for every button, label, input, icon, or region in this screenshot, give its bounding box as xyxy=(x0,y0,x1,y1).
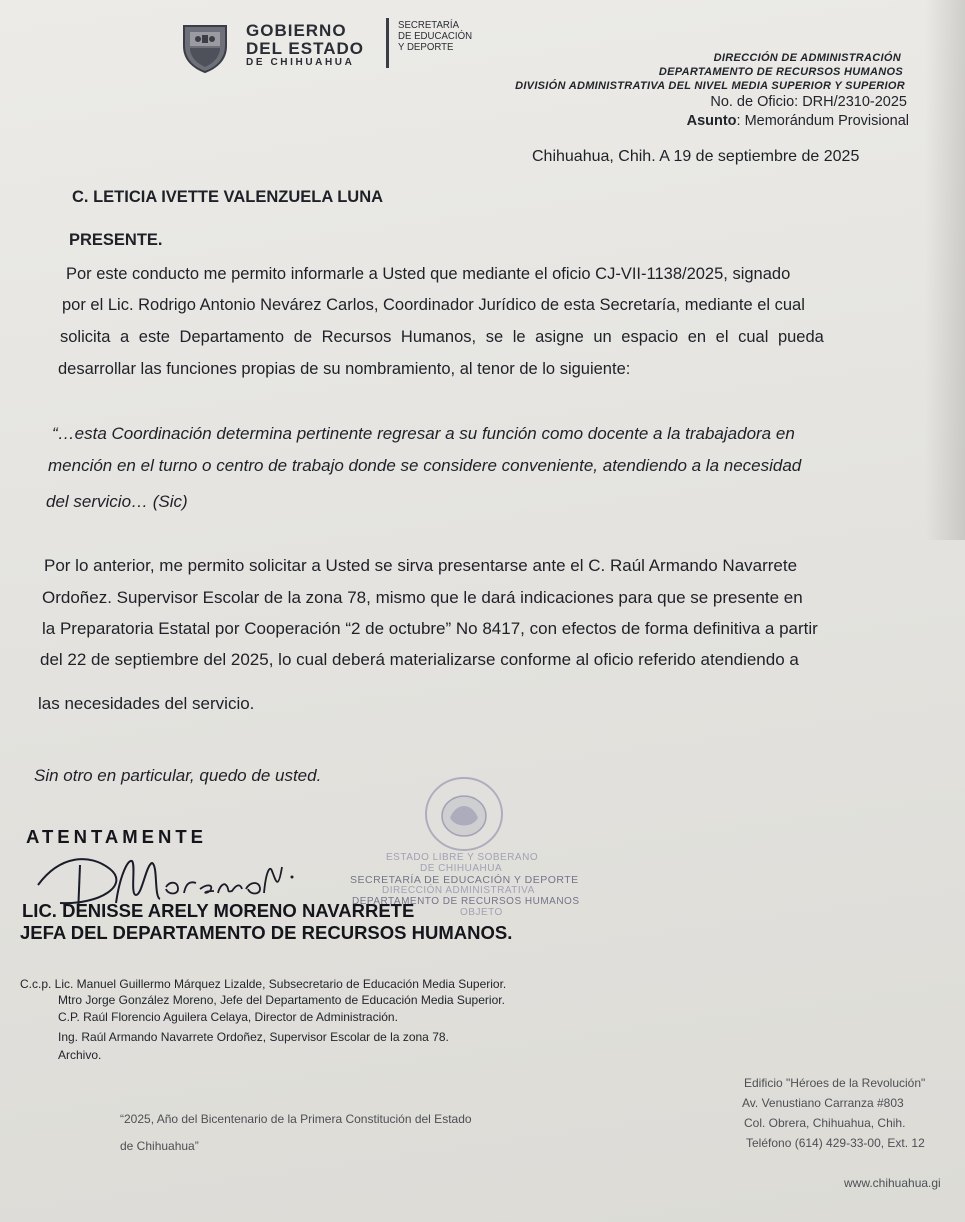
gov-line-1: GOBIERNO xyxy=(246,21,347,40)
p2-line-1: Por lo anterior, me permito solicitar a Usted se sirva presentarse ante el C. Raúl Armando Navarrete xyxy=(44,556,798,575)
signer-name: LIC. DENISSE ARELY MORENO NAVARRETE xyxy=(22,900,415,921)
signer-title: JEFA DEL DEPARTAMENTO DE RECURSOS HUMANOS. xyxy=(20,922,513,943)
chihuahua-coat-of-arms-icon xyxy=(178,20,232,74)
gov-line-3: DE CHIHUAHUA xyxy=(246,57,355,68)
ccp-line-5: Archivo. xyxy=(58,1048,102,1062)
government-wordmark xyxy=(246,22,364,68)
header-departamento: DEPARTAMENTO DE RECURSOS HUMANOS xyxy=(658,66,903,78)
atentamente: ATENTAMENTE xyxy=(26,826,208,847)
header-divider xyxy=(386,18,389,68)
ccp-line-3: C.P. Raúl Florencio Aguilera Celaya, Director de Administración. xyxy=(58,1010,398,1024)
footer-website[interactable]: www.chihuahua.gi xyxy=(844,1176,941,1190)
p2-line-5: las necesidades del servicio. xyxy=(38,694,255,713)
presente: PRESENTE. xyxy=(69,231,163,249)
header-direccion: DIRECCIÓN DE ADMINISTRACIÓN xyxy=(713,52,901,64)
footer-address-2: Av. Venustiano Carranza #803 xyxy=(742,1096,904,1110)
footer-motto-line-1: “2025, Año del Bicentenario de la Primera Constitución del Estado xyxy=(120,1112,472,1126)
footer-address-3: Col. Obrera, Chihuahua, Chih. xyxy=(744,1116,906,1130)
footer-address-4: Teléfono (614) 429-33-00, Ext. 12 xyxy=(746,1136,925,1150)
p1-line-1: Por este conducto me permito informarle a Usted que mediante el oficio CJ-VII-1138/2025, signado xyxy=(66,265,791,283)
footer-address-1: Edificio "Héroes de la Revolución" xyxy=(744,1076,926,1090)
recipient-name: C. LETICIA IVETTE VALENZUELA LUNA xyxy=(72,188,384,206)
stamp-line-2: DE CHIHUAHUA xyxy=(420,863,503,874)
asunto-line xyxy=(687,113,909,129)
p1-line-2: por el Lic. Rodrigo Antonio Nevárez Carlos, Coordinador Jurídico de esta Secretaría, mediante el cual xyxy=(62,296,805,314)
page-shadow xyxy=(925,0,965,540)
header-division: DIVISIÓN ADMINISTRATIVA DEL NIVEL MEDIA SUPERIOR Y SUPERIOR xyxy=(515,80,905,92)
gov-line-2: DEL ESTADO xyxy=(246,39,364,58)
oficio-number: No. de Oficio: DRH/2310-2025 xyxy=(710,94,907,110)
sec-line-3: Y DEPORTE xyxy=(398,41,454,53)
p2-line-4: del 22 de septiembre del 2025, lo cual deberá materializarse conforme al oficio referido atendiendo a xyxy=(40,650,799,669)
stamp-line-4: DIRECCIÓN ADMINISTRATIVA xyxy=(382,885,535,896)
sec-line-1: SECRETARÍA xyxy=(398,19,460,31)
footer-motto-line-2: de Chihuahua” xyxy=(120,1139,199,1153)
p1-line-3: solicita a este Departamento de Recursos Humanos, se le asigne un espacio en el cual pueda xyxy=(60,328,824,346)
asunto-label: Asunto xyxy=(686,113,737,129)
sec-line-2: DE EDUCACIÓN xyxy=(398,30,473,42)
closing: Sin otro en particular, quedo de usted. xyxy=(34,766,322,785)
ccp-line-2: Mtro Jorge González Moreno, Jefe del Departamento de Educación Media Superior. xyxy=(58,993,505,1007)
ccp-line-4: Ing. Raúl Armando Navarrete Ordoñez, Supervisor Escolar de la zona 78. xyxy=(58,1030,449,1044)
quote-line-2: mención en el turno o centro de trabajo donde se considere conveniente, atendiendo a la necesidad xyxy=(48,456,802,475)
stamp-line-1: ESTADO LIBRE Y SOBERANO xyxy=(386,852,539,863)
secretaria-wordmark xyxy=(398,20,472,53)
p2-line-2: Ordoñez. Supervisor Escolar de la zona 78, mismo que le dará indicaciones para que se presente en xyxy=(42,588,803,607)
ccp-line-1: C.c.p. Lic. Manuel Guillermo Márquez Lizalde, Subsecretario de Educación Media Superior. xyxy=(20,977,507,991)
p1-line-4: desarrollar las funciones propias de su nombramiento, al tenor de lo siguiente: xyxy=(58,360,631,378)
stamp-line-6: OBJETO xyxy=(460,907,503,918)
official-seal-icon xyxy=(418,772,510,856)
stamp-line-5: DEPARTAMENTO DE RECURSOS HUMANOS xyxy=(352,896,580,907)
stamp-line-3: SECRETARÍA DE EDUCACIÓN Y DEPORTE xyxy=(350,874,579,886)
place-date: Chihuahua, Chih. A 19 de septiembre de 2025 xyxy=(532,148,860,165)
quote-line-3: del servicio… (Sic) xyxy=(46,492,188,511)
p2-line-3: la Preparatoria Estatal por Cooperación “2 de octubre” No 8417, con efectos de forma definitiva a partir xyxy=(42,619,818,638)
asunto-value: : Memorándum Provisional xyxy=(736,113,909,129)
quote-line-1: “…esta Coordinación determina pertinente regresar a su función como docente a la trabajadora en xyxy=(52,424,795,443)
